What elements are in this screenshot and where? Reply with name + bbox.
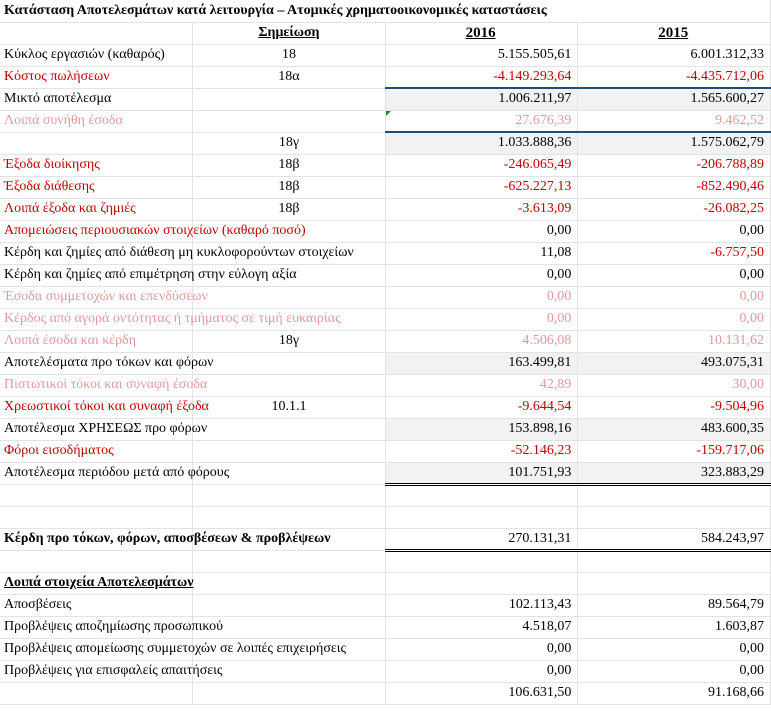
row-label: Απομειώσεις περιουσιακών στοιχείων (καθαρό ποσό) (0, 220, 193, 242)
table-row (0, 308, 771, 330)
other-heading: Λοιπά στοιχεία Αποτελεσμάτων (0, 572, 193, 594)
table-row (0, 418, 771, 440)
value-2015: 9.462,52 (578, 110, 771, 132)
value-2015: 0,00 (578, 286, 771, 308)
value-2016: 27.676,39 (385, 110, 578, 132)
value-2016: 4.506,08 (385, 330, 578, 352)
value-2015: -206.788,89 (578, 154, 771, 176)
table-row (0, 660, 771, 682)
row-label: Λοιπά έσοδα και κέρδη (0, 330, 193, 352)
value-2016: 5.155.505,61 (385, 44, 578, 66)
value-2016: 0,00 (385, 286, 578, 308)
table-row (0, 220, 771, 242)
value-2015: -159.717,06 (578, 440, 771, 462)
row-label: Φόροι εισοδήματος (0, 440, 193, 462)
ebitda-2015: 584.243,97 (578, 528, 771, 550)
value-2015: 89.564,79 (578, 594, 771, 616)
value-2015: 30,00 (578, 374, 771, 396)
row-note (193, 440, 386, 462)
row-note: 18β (193, 198, 386, 220)
row-note: 18γ (193, 132, 386, 154)
value-2016: 0,00 (385, 220, 578, 242)
row-label: Προβλέψεις για επισφαλείς απαιτήσεις (0, 660, 193, 682)
table-row (0, 66, 771, 88)
value-2015: -852.490,46 (578, 176, 771, 198)
value-2016: 1.006.211,97 (385, 88, 578, 110)
table-row (0, 264, 771, 286)
value-2016: 153.898,16 (385, 418, 578, 440)
row-label: Κέρδη και ζημίες από επιμέτρηση στην εύλογη αξία (0, 264, 193, 286)
row-label: Προβλέψεις απομείωσης συμμετοχών σε λοιπές επιχειρήσεις (0, 638, 193, 660)
value-2016: 102.113,43 (385, 594, 578, 616)
row-note: 18β (193, 154, 386, 176)
row-label: Χρεωστικοί τόκοι και συναφή έξοδα (0, 396, 193, 418)
row-label: Αποτέλεσμα περιόδου μετά από φόρους (0, 462, 193, 484)
other-heading-row (0, 572, 771, 594)
row-label: Μικτό αποτέλεσμα (0, 88, 193, 110)
table-row (0, 176, 771, 198)
row-label: Κύκλος εργασιών (καθαρός) (0, 44, 193, 66)
value-2016: -246.065,49 (385, 154, 578, 176)
ebitda-2016: 270.131,31 (385, 528, 578, 550)
table-row (0, 638, 771, 660)
value-2015: 1.565.600,27 (578, 88, 771, 110)
table-row (0, 616, 771, 638)
row-note (193, 374, 386, 396)
value-2016: 0,00 (385, 264, 578, 286)
row-label: Πιστωτικοί τόκοι και συναφή έσοδα (0, 374, 193, 396)
row-note: 18γ (193, 330, 386, 352)
value-2015: 493.075,31 (578, 352, 771, 374)
table-row (0, 132, 771, 154)
value-2015: 0,00 (578, 264, 771, 286)
value-2016: 4.518,07 (385, 616, 578, 638)
table-row (0, 330, 771, 352)
row-label: Κέρδη και ζημίες από διάθεση μη κυκλοφορούντων στοιχείων (0, 242, 193, 264)
table-row (0, 440, 771, 462)
value-2015: 6.001.312,33 (578, 44, 771, 66)
header-2015: 2015 (578, 22, 771, 44)
row-label: Λοιπά έξοδα και ζημιές (0, 198, 193, 220)
row-note (193, 352, 386, 374)
value-2016: -3.613,09 (385, 198, 578, 220)
value-2016: 11,08 (385, 242, 578, 264)
table-row (0, 154, 771, 176)
value-2015: -4.435.712,06 (578, 66, 771, 88)
value-2015: 323.883,29 (578, 462, 771, 484)
other-total-row (0, 682, 771, 704)
other-total-2015: 91.168,66 (578, 682, 771, 704)
table-row (0, 594, 771, 616)
value-2015: -9.504,96 (578, 396, 771, 418)
table-row (0, 352, 771, 374)
value-2016: 1.033.888,36 (385, 132, 578, 154)
row-label: Κόστος πωλήσεων (0, 66, 193, 88)
statement-title: Κατάσταση Αποτελεσμάτων κατά λειτουργία – Ατομικές χρηματοοικονομικές καταστάσεις (0, 0, 771, 22)
value-2015: 10.131,62 (578, 330, 771, 352)
ebitda-label: Κέρδη προ τόκων, φόρων, αποσβέσεων & προβλέψεων (0, 528, 193, 550)
header-2016: 2016 (385, 22, 578, 44)
value-2015: 1.575.062,79 (578, 132, 771, 154)
value-2015: 0,00 (578, 638, 771, 660)
value-2015: 0,00 (578, 220, 771, 242)
table-row (0, 44, 771, 66)
row-label: Έξοδα διοίκησης (0, 154, 193, 176)
row-note: 18 (193, 44, 386, 66)
value-2015: 1.603,87 (578, 616, 771, 638)
row-note: 18β (193, 176, 386, 198)
row-note (193, 286, 386, 308)
value-2016: 163.499,81 (385, 352, 578, 374)
value-2016: -52.146,23 (385, 440, 578, 462)
table-row (0, 88, 771, 110)
value-2016: 0,00 (385, 660, 578, 682)
row-label: Κέρδος από αγορά οντότητας ή τμήματος σε τιμή ευκαιρίας (0, 308, 193, 330)
table-row (0, 286, 771, 308)
value-2016: 0,00 (385, 308, 578, 330)
value-2015: 0,00 (578, 308, 771, 330)
ebitda-row (0, 528, 771, 550)
spacer-row (0, 550, 771, 572)
row-note: 18α (193, 66, 386, 88)
table-row (0, 242, 771, 264)
other-total-2016: 106.631,50 (385, 682, 578, 704)
value-2015: -6.757,50 (578, 242, 771, 264)
header-label-cell (0, 22, 193, 44)
row-note (193, 110, 386, 132)
value-2016: 42,89 (385, 374, 578, 396)
row-label: Προβλέψεις αποζημίωσης προσωπικού (0, 616, 193, 638)
table-row (0, 110, 771, 132)
value-2015: 483.600,35 (578, 418, 771, 440)
header-note: Σημείωση (193, 22, 386, 44)
value-2015: 0,00 (578, 660, 771, 682)
row-label: Αποτελέσματα προ τόκων και φόρων (0, 352, 193, 374)
value-2016: -9.644,54 (385, 396, 578, 418)
spacer-row (0, 484, 771, 506)
spacer-row (0, 506, 771, 528)
table-row (0, 374, 771, 396)
table-row (0, 462, 771, 484)
row-label: Λοιπά συνήθη έσοδα (0, 110, 193, 132)
value-2016: 0,00 (385, 638, 578, 660)
value-2015: -26.082,25 (578, 198, 771, 220)
row-label: Αποτέλεσμα ΧΡΗΣΕΩΣ προ φόρων (0, 418, 193, 440)
table-row (0, 396, 771, 418)
row-label: Έξοδα διάθεσης (0, 176, 193, 198)
row-note (193, 88, 386, 110)
row-note (193, 418, 386, 440)
table-row (0, 198, 771, 220)
value-2016: -625.227,13 (385, 176, 578, 198)
row-label (0, 132, 193, 154)
row-label: Αποσβέσεις (0, 594, 193, 616)
row-label: Έσοδα συμμετοχών και επενδύσεων (0, 286, 193, 308)
row-note: 10.1.1 (193, 396, 386, 418)
value-2016: 101.751,93 (385, 462, 578, 484)
value-2016: -4.149.293,64 (385, 66, 578, 88)
